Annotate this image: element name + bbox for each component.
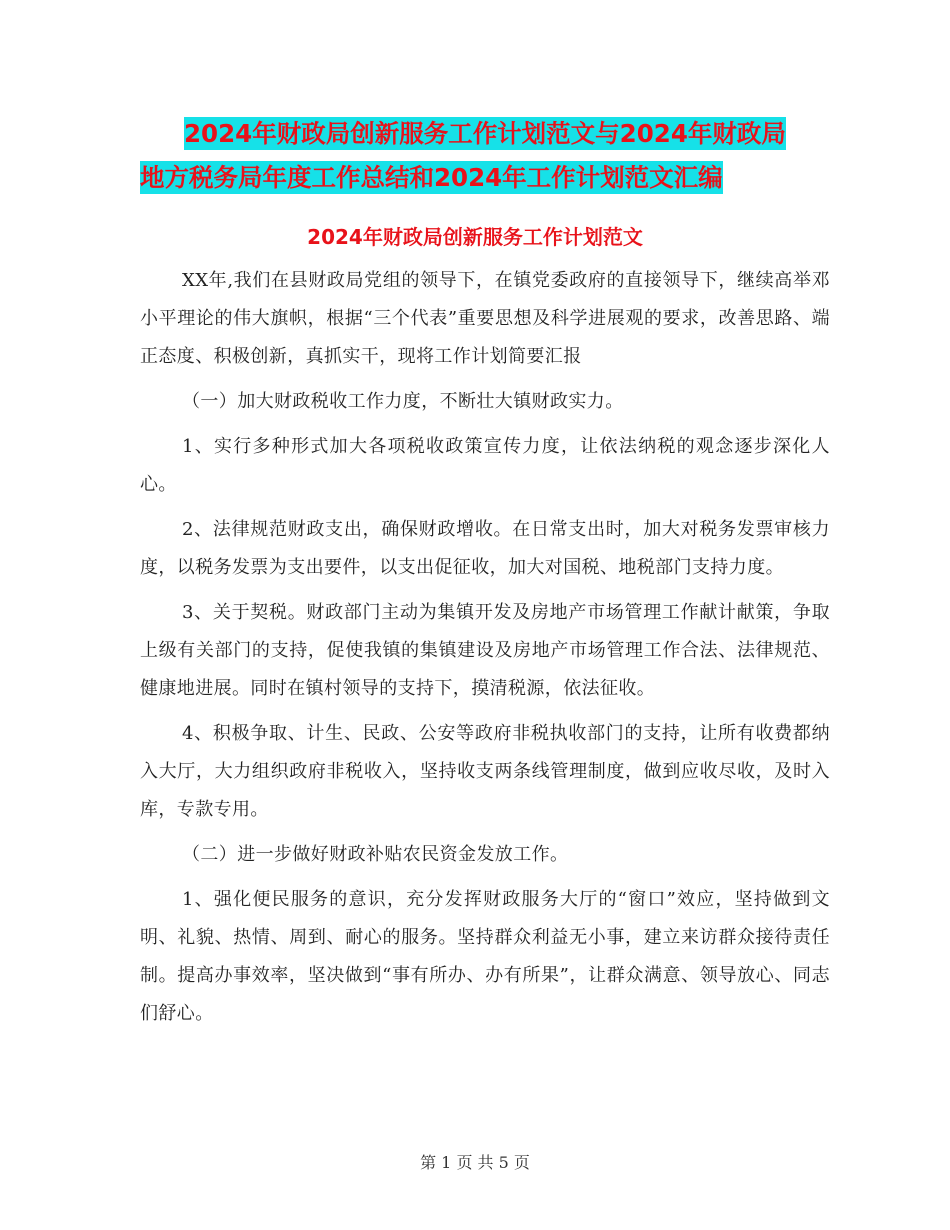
- paragraph: 4、积极争取、计生、民政、公安等政府非税执收部门的支持，让所有收费都纳入大厅，大力组织政府非税收入，坚持收支两条线管理制度，做到应收尽收，及时入库，专款专用。: [140, 723, 830, 820]
- title-line-1: 2024年财政局创新服务工作计划范文与2024年财政局: [184, 119, 786, 148]
- page-number: 第 1 页 共 5 页: [420, 1153, 530, 1172]
- paragraph: （一）加大财政税收工作力度，不断壮大镇财政实力。: [182, 391, 624, 412]
- section-title: 2024年财政局创新服务工作计划范文: [307, 225, 643, 249]
- paragraph: 2、法律规范财政支出，确保财政增收。在日常支出时，加大对税务发票审核力度，以税务发票为支出要件，以支出促征收，加大对国税、地税部门支持力度。: [140, 519, 830, 578]
- paragraph: 1、实行多种形式加大各项税收政策宣传力度，让依法纳税的观念逐步深化人心。: [140, 436, 830, 495]
- title-line-2: 地方税务局年度工作总结和2024年工作计划范文汇编: [140, 163, 723, 192]
- document-title: [140, 112, 830, 200]
- document-body: [140, 262, 830, 1040]
- paragraph: 1、强化便民服务的意识，充分发挥财政服务大厅的“窗口”效应，坚持做到文明、礼貌、热情、周到、耐心的服务。坚持群众利益无小事，建立来访群众接待责任制。提高办事效率，坚决做到“事有所办、办有所果”，让群众满意、领导放心、同志们舒心。: [140, 889, 830, 1024]
- paragraph: XX年,我们在县财政局党组的领导下，在镇党委政府的直接领导下，继续高举邓小平理论的伟大旗帜，根据“三个代表”重要思想及科学进展观的要求，改善思路、端正态度、积极创新，真抓实干，现将工作计划简要汇报: [140, 270, 830, 367]
- paragraph: 3、关于契税。财政部门主动为集镇开发及房地产市场管理工作献计献策，争取上级有关部门的支持，促使我镇的集镇建设及房地产市场管理工作合法、法律规范、健康地进展。同时在镇村领导的支持下，摸清税源，依法征收。: [140, 602, 830, 699]
- paragraph: （二）进一步做好财政补贴农民资金发放工作。: [182, 844, 569, 865]
